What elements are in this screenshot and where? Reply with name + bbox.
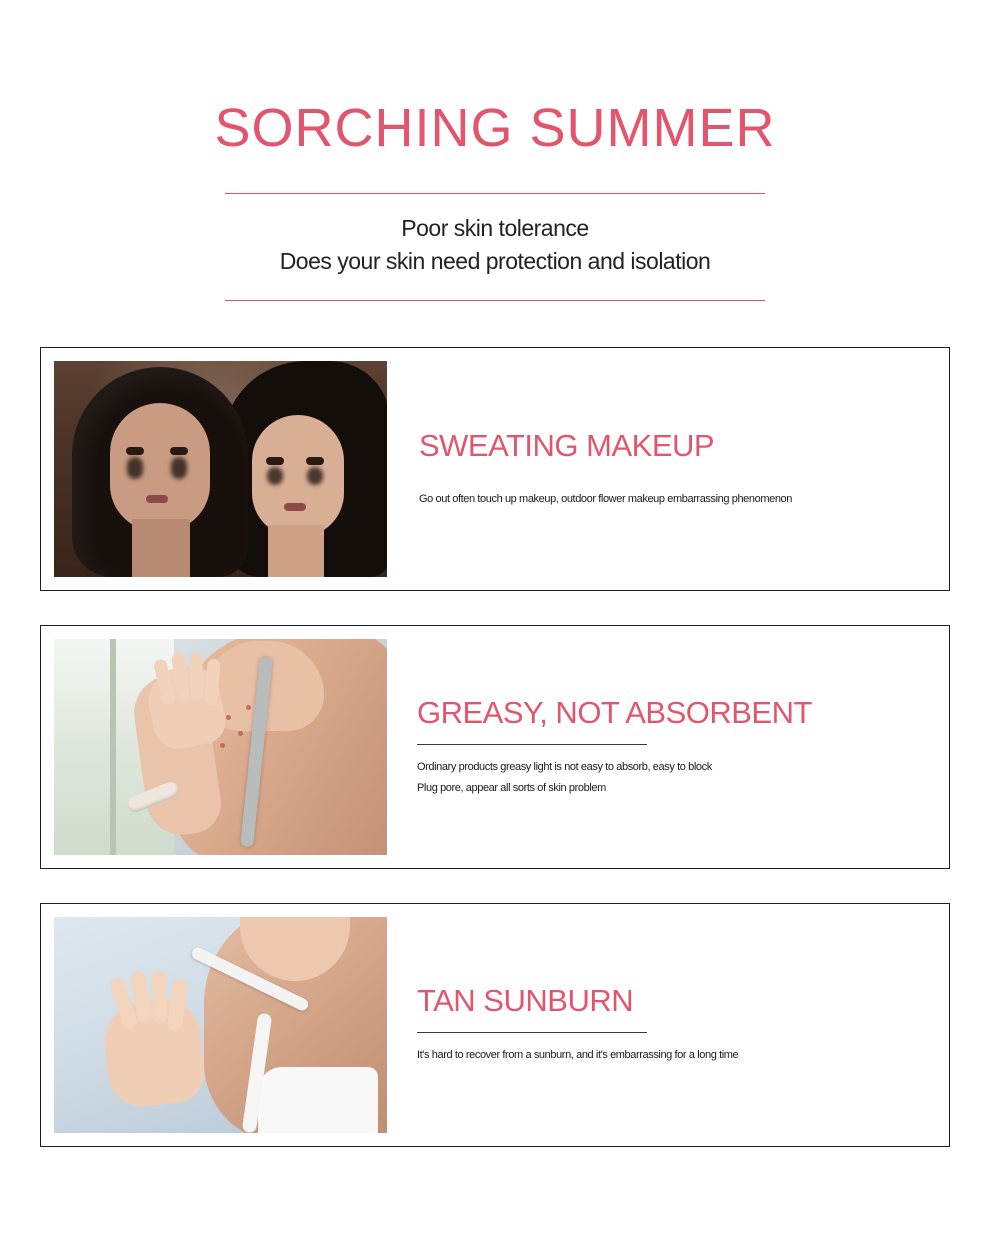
greasy-skin-photo <box>54 639 387 855</box>
tan-sunburn-photo <box>54 917 387 1133</box>
feature-card-body <box>387 984 949 1066</box>
page-subtitle <box>145 212 845 279</box>
feature-desc-line-2: Plug pore, appear all sorts of skin problem <box>417 781 606 794</box>
subtitle-line-1: Poor skin tolerance <box>401 214 589 241</box>
page-header <box>0 0 990 301</box>
feature-card <box>40 347 950 591</box>
divider-top <box>225 193 765 194</box>
feature-card-body <box>387 696 949 799</box>
subtitle-line-2: Does your skin need protection and isolation <box>279 248 711 275</box>
sweating-makeup-photo <box>54 361 387 577</box>
feature-card-title: TAN SUNBURN <box>417 983 634 1019</box>
feature-card-title: SWEATING MAKEUP <box>419 427 715 463</box>
feature-desc-line-1: It's hard to recover from a sunburn, and it's embarrassing for a long time <box>417 1049 739 1062</box>
feature-card-description <box>419 489 919 510</box>
feature-card-description <box>417 1045 919 1066</box>
divider-bottom <box>225 300 765 301</box>
feature-card-list <box>0 347 990 1147</box>
feature-desc-line-1: Ordinary products greasy light is not easy to absorb, easy to block <box>417 761 712 774</box>
feature-card-description <box>417 757 919 799</box>
feature-card-body <box>387 429 949 510</box>
feature-card <box>40 625 950 869</box>
feature-card <box>40 903 950 1147</box>
page-title: SORCHING SUMMER <box>214 98 776 158</box>
feature-title-divider <box>417 744 647 745</box>
feature-card-title: GREASY, NOT ABSORBENT <box>417 694 812 730</box>
feature-title-divider <box>417 1032 647 1033</box>
feature-desc-line-1: Go out often touch up makeup, outdoor flower makeup embarrassing phenomenon <box>419 492 792 505</box>
